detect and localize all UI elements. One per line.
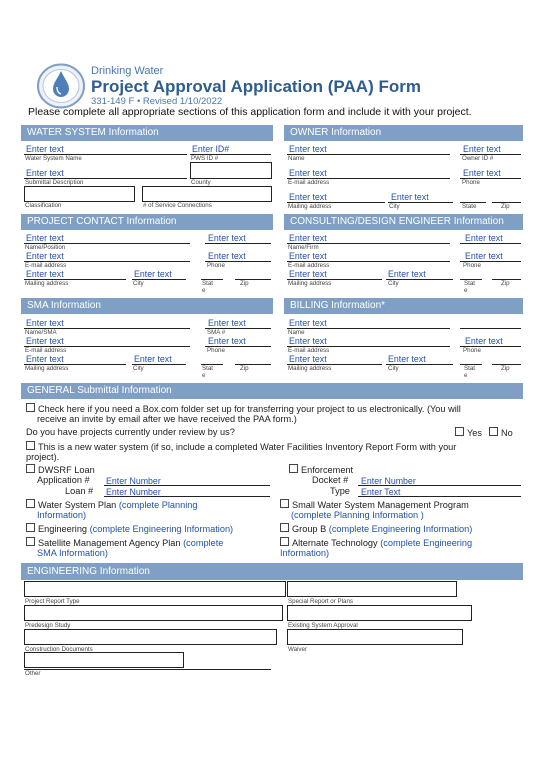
contact-mailing-label: Mailing address <box>25 280 69 287</box>
existing-approval-select[interactable] <box>287 605 472 621</box>
type-input[interactable]: Enter Text <box>361 487 401 497</box>
billing-email-input[interactable]: Enter text <box>289 336 327 346</box>
alt-tech-link-2[interactable]: Information) <box>280 548 330 558</box>
sma-header: SMA Information <box>21 298 273 314</box>
billing-mailing-input[interactable]: Enter text <box>289 354 327 364</box>
water-drop-logo-icon <box>36 63 86 109</box>
checkbox-icon[interactable] <box>489 427 498 436</box>
field-underline <box>460 328 521 329</box>
submittal-description-label: Submittal Description <box>25 179 84 186</box>
pws-id-label: PWS ID # <box>191 155 219 162</box>
sma-name-label: Name/SMA <box>25 329 57 336</box>
engineer-email-input[interactable]: Enter text <box>289 251 327 261</box>
county-select[interactable] <box>190 162 272 179</box>
field-underline <box>104 485 270 486</box>
checkbox-icon[interactable] <box>26 523 35 532</box>
checkbox-icon[interactable] <box>289 464 298 473</box>
contact-city-input[interactable]: Enter text <box>134 269 172 279</box>
sma-plan-label: Satellite Management Agency Plan <box>38 538 181 548</box>
owner-phone-label: Phone <box>462 179 480 186</box>
construction-docs-label: Construction Documents <box>25 646 93 653</box>
owner-mailing-input[interactable]: Enter text <box>289 192 327 202</box>
field-underline <box>358 496 521 497</box>
owner-city-label: City <box>389 203 400 210</box>
groupb-link[interactable]: (complete Engineering Information) <box>328 524 473 534</box>
special-report-label: Special Report or Plans <box>288 598 354 605</box>
sma-phone-label: Phone <box>207 347 225 354</box>
service-connections-input[interactable] <box>142 186 272 202</box>
pws-id-input[interactable]: Enter ID# <box>192 144 230 154</box>
engineer-mailing-label: Mailing address <box>288 280 332 287</box>
sma-name-input[interactable]: Enter text <box>26 318 64 328</box>
predesign-select[interactable] <box>24 605 283 621</box>
box-folder-text-2: receive an invite by email after we have received the PAA form.) <box>37 414 297 424</box>
engineering-link[interactable]: (complete Engineering Information) <box>89 524 234 534</box>
classification-select[interactable] <box>24 186 135 202</box>
dwsrf-label: DWSRF Loan <box>38 465 95 475</box>
form-revision: 331-149 F • Revised 1/10/2022 <box>91 96 223 107</box>
engineering-label: Engineering <box>38 524 88 534</box>
water-system-name-label: Water System Name <box>25 155 82 162</box>
checkbox-icon[interactable] <box>26 403 35 412</box>
sma-number-label: SMA # <box>207 329 226 336</box>
water-system-name-input[interactable]: Enter text <box>26 144 64 154</box>
new-system-text-2: project). <box>26 452 60 462</box>
alt-tech-label: Alternate Technology <box>292 538 378 548</box>
application-label: Application # <box>37 475 90 485</box>
docket-label: Docket # <box>312 475 349 485</box>
general-submittal-header: GENERAL Submittal Information <box>21 383 523 399</box>
billing-city-input[interactable]: Enter text <box>388 354 426 364</box>
sma-email-label: E-mail address <box>25 347 67 354</box>
construction-docs-select[interactable] <box>24 629 277 645</box>
contact-mailing-input[interactable]: Enter text <box>26 269 64 279</box>
billing-mailing-label: Mailing address <box>288 365 332 372</box>
owner-city-input[interactable]: Enter text <box>391 192 429 202</box>
groupb-label: Group B <box>292 524 327 534</box>
loan-label: Loan # <box>65 486 94 496</box>
engineering-header: ENGINEERING Information <box>21 563 523 580</box>
checkbox-icon[interactable] <box>26 537 35 546</box>
checkbox-icon[interactable] <box>26 464 35 473</box>
owner-id-label: Owner ID # <box>462 155 494 162</box>
groupb-option[interactable] <box>280 523 472 535</box>
field-underline <box>358 485 521 486</box>
enforcement-label: Enforcement <box>301 465 354 475</box>
checkbox-icon[interactable] <box>455 427 464 436</box>
engineer-phone-label: Phone <box>463 262 481 269</box>
contact-city-label: City <box>133 280 144 287</box>
sma-email-input[interactable]: Enter text <box>26 336 64 346</box>
field-underline <box>205 243 271 244</box>
sma-state-label: Stat e <box>202 365 214 379</box>
billing-name-input[interactable]: Enter text <box>289 318 327 328</box>
engineer-mailing-input[interactable]: Enter text <box>289 269 327 279</box>
field-underline <box>287 328 450 329</box>
contact-state-label: Stat e <box>202 280 214 294</box>
owner-name-label: Name <box>288 155 305 162</box>
field-underline <box>104 496 270 497</box>
service-connections-label: # of Service Connections <box>143 202 212 209</box>
engineer-zip-label: Zip <box>501 280 510 287</box>
billing-city-label: City <box>388 365 399 372</box>
new-system-text: This is a new water system (if so, include a completed Water Facilities Inventory Report Form with your <box>38 442 457 452</box>
billing-zip-label: Zip <box>501 365 510 372</box>
owner-email-input[interactable]: Enter text <box>289 168 327 178</box>
wsp-link[interactable]: (complete Planning <box>118 500 198 510</box>
engineer-email-label: E-mail address <box>288 262 330 269</box>
existing-approval-label: Existing System Approval <box>288 622 358 629</box>
swsmp-link[interactable]: (complete Planning Information ) <box>291 510 424 520</box>
wsp-label: Water System Plan <box>38 500 117 510</box>
owner-phone-input[interactable]: Enter text <box>463 168 501 178</box>
contact-email-input[interactable]: Enter text <box>26 251 64 261</box>
sma-phone-input[interactable]: Enter text <box>208 336 246 346</box>
sma-number-input[interactable]: Enter text <box>208 318 246 328</box>
review-no-label: No <box>501 428 513 438</box>
instructions: Please complete all appropriate sections of this application form and include it with your project. <box>28 106 472 118</box>
billing-email-label: E-mail address <box>288 347 330 354</box>
field-underline <box>287 154 450 155</box>
sma-city-label: City <box>133 365 144 372</box>
sma-mailing-label: Mailing address <box>25 365 69 372</box>
owner-email-label: E-mail address <box>288 179 330 186</box>
contact-extra-input[interactable]: Enter text <box>208 233 246 243</box>
billing-name-label: Name <box>288 329 305 336</box>
owner-header: OWNER Information <box>284 125 523 141</box>
checkbox-icon[interactable] <box>26 499 35 508</box>
contact-email-label: E-mail address <box>25 262 67 269</box>
consulting-engineer-header: CONSULTING/DESIGN ENGINEER Information <box>284 214 523 230</box>
special-report-select[interactable] <box>287 581 457 597</box>
wsp-link-2[interactable]: Information) <box>37 510 87 520</box>
review-yes-option[interactable] <box>455 427 482 439</box>
review-question: Do you have projects currently under review by us? <box>26 427 235 437</box>
new-system-option[interactable] <box>26 441 456 453</box>
project-report-select[interactable] <box>24 581 286 597</box>
waiver-label: Waiver <box>288 646 308 653</box>
other-select[interactable] <box>24 652 184 668</box>
checkbox-icon[interactable] <box>280 537 289 546</box>
owner-id-input[interactable]: Enter text <box>463 144 501 154</box>
other-label: Other <box>25 670 41 677</box>
billing-header: BILLING Information* <box>284 298 523 314</box>
owner-state-label: State <box>462 203 477 210</box>
billing-state-label: Stat e <box>464 365 476 379</box>
project-report-label: Project Report Type <box>25 598 80 605</box>
loan-number-input[interactable]: Enter Number <box>106 487 161 497</box>
checkbox-icon[interactable] <box>26 441 35 450</box>
engineer-name-input[interactable]: Enter text <box>289 233 327 243</box>
engineer-extra-input[interactable]: Enter text <box>465 233 503 243</box>
application-number-input[interactable]: Enter Number <box>106 476 161 486</box>
contact-phone-label: Phone <box>207 262 225 269</box>
alt-tech-link[interactable]: (complete Engineering <box>380 538 473 548</box>
owner-name-input[interactable]: Enter text <box>289 144 327 154</box>
sma-mailing-input[interactable]: Enter text <box>26 354 64 364</box>
sma-plan-link-2[interactable]: SMA Information) <box>37 548 108 558</box>
engineer-name-label: Name/Firm <box>288 244 319 251</box>
sma-city-input[interactable]: Enter text <box>134 354 172 364</box>
county-label: County <box>191 179 211 186</box>
box-folder-text: Check here if you need a Box.com folder set up for transferring your project to us electronically. (You will <box>38 404 461 414</box>
page-title: Project Approval Application (PAA) Form <box>91 77 421 96</box>
water-system-header: WATER SYSTEM Information <box>21 125 273 141</box>
engineer-phone-input[interactable]: Enter text <box>465 251 503 261</box>
waiver-select[interactable] <box>287 629 463 645</box>
swsmp-label: Small Water System Management Program <box>292 500 469 510</box>
contact-zip-label: Zip <box>240 280 249 287</box>
submittal-description-input[interactable]: Enter text <box>26 168 64 178</box>
field-underline <box>460 243 521 244</box>
owner-zip-label: Zip <box>501 203 510 210</box>
billing-phone-label: Phone <box>463 347 481 354</box>
engineer-city-label: City <box>388 280 399 287</box>
field-underline <box>24 669 271 670</box>
docket-number-input[interactable]: Enter Number <box>361 476 416 486</box>
contact-phone-input[interactable]: Enter text <box>208 251 246 261</box>
checkbox-icon[interactable] <box>280 499 289 508</box>
contact-name-input[interactable]: Enter text <box>26 233 64 243</box>
sma-plan-link[interactable]: (complete <box>183 538 224 548</box>
engineer-state-label: Stat e <box>464 280 476 294</box>
billing-phone-input[interactable]: Enter text <box>465 336 503 346</box>
engineering-option[interactable] <box>26 523 233 535</box>
engineer-city-input[interactable]: Enter text <box>388 269 426 279</box>
contact-name-label: Name/Position <box>25 244 66 251</box>
review-yes-label: Yes <box>467 428 482 438</box>
owner-mailing-label: Mailing address <box>288 203 332 210</box>
type-label: Type <box>330 486 350 496</box>
project-contact-header: PROJECT CONTACT Information <box>21 214 273 230</box>
review-no-option[interactable] <box>489 427 513 439</box>
sma-zip-label: Zip <box>240 365 249 372</box>
checkbox-icon[interactable] <box>280 523 289 532</box>
classification-label: Classification <box>25 202 62 209</box>
program-name: Drinking Water <box>91 65 164 77</box>
predesign-label: Predesign Study <box>25 622 71 629</box>
